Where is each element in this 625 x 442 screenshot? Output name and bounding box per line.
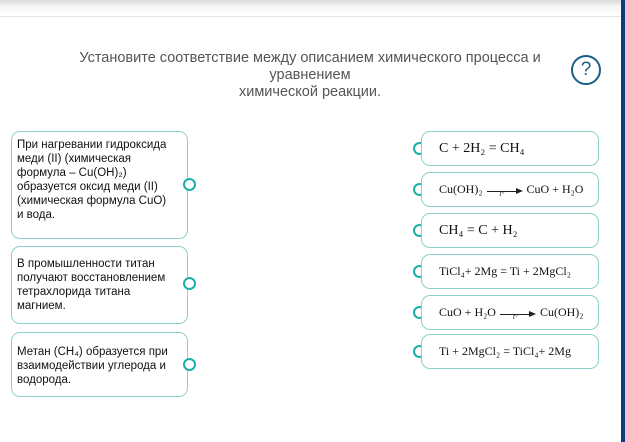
equation-card-6[interactable] [421,334,599,369]
equation-card-5[interactable] [421,295,599,330]
heat-label: t° [499,189,505,198]
equation-5-left: CuO + H₂O [439,305,496,319]
question-text [40,50,580,101]
description-text-2: В промышленности титан получают восстановлением тетрахлорида титана магнием. [17,258,166,312]
description-connector-3[interactable] [183,358,196,371]
equation-card-2[interactable] [421,172,599,207]
equation-text-2 [439,173,583,206]
question-circle-icon: ? [580,59,592,80]
heat-arrow-icon [500,308,536,321]
equation-card-3[interactable] [421,213,599,248]
equation-card-4[interactable] [421,254,599,289]
description-connector-2[interactable] [183,277,196,290]
description-text-3: Метан (CH₄) образуется при взаимодействии углерода и водорода. [17,346,168,386]
help-button[interactable] [571,55,601,85]
equation-text-6: Ti + 2MgCl₂ = TiCl₄+ 2Mg [439,344,571,358]
equation-text-5 [439,296,583,329]
question-line-2: уравнением [269,67,351,83]
description-card-1[interactable] [11,131,188,239]
equation-5-right: Cu(OH)₂ [539,305,584,319]
heat-label: t° [512,312,518,321]
top-bar [0,0,625,17]
question-line-1: Установите соответствие между описанием химического процесса и [79,50,541,66]
description-card-3[interactable] [11,332,188,397]
equation-text-3: CH₄ = C + H₂ [439,223,518,238]
equation-card-1[interactable] [421,131,599,166]
description-connector-1[interactable] [183,178,196,191]
description-card-2[interactable] [11,246,188,324]
equation-2-right: CuO + H₂O [526,182,584,196]
equation-text-1: C + 2H₂ = CH₄ [439,141,525,156]
equation-2-left: Cu(OH)₂ [439,182,483,196]
equation-text-4: TiCl₄+ 2Mg = Ti + 2MgCl₂ [439,264,571,278]
right-edge-accent [621,0,625,442]
heat-arrow-icon [487,185,523,198]
question-line-3: химической реакции. [238,84,382,100]
description-text-1: При нагревании гидроксида меди (II) (химическая формула – Cu(OH)₂) образуется оксид меди (II) (химическая формула CuO) и вода. [17,139,167,221]
